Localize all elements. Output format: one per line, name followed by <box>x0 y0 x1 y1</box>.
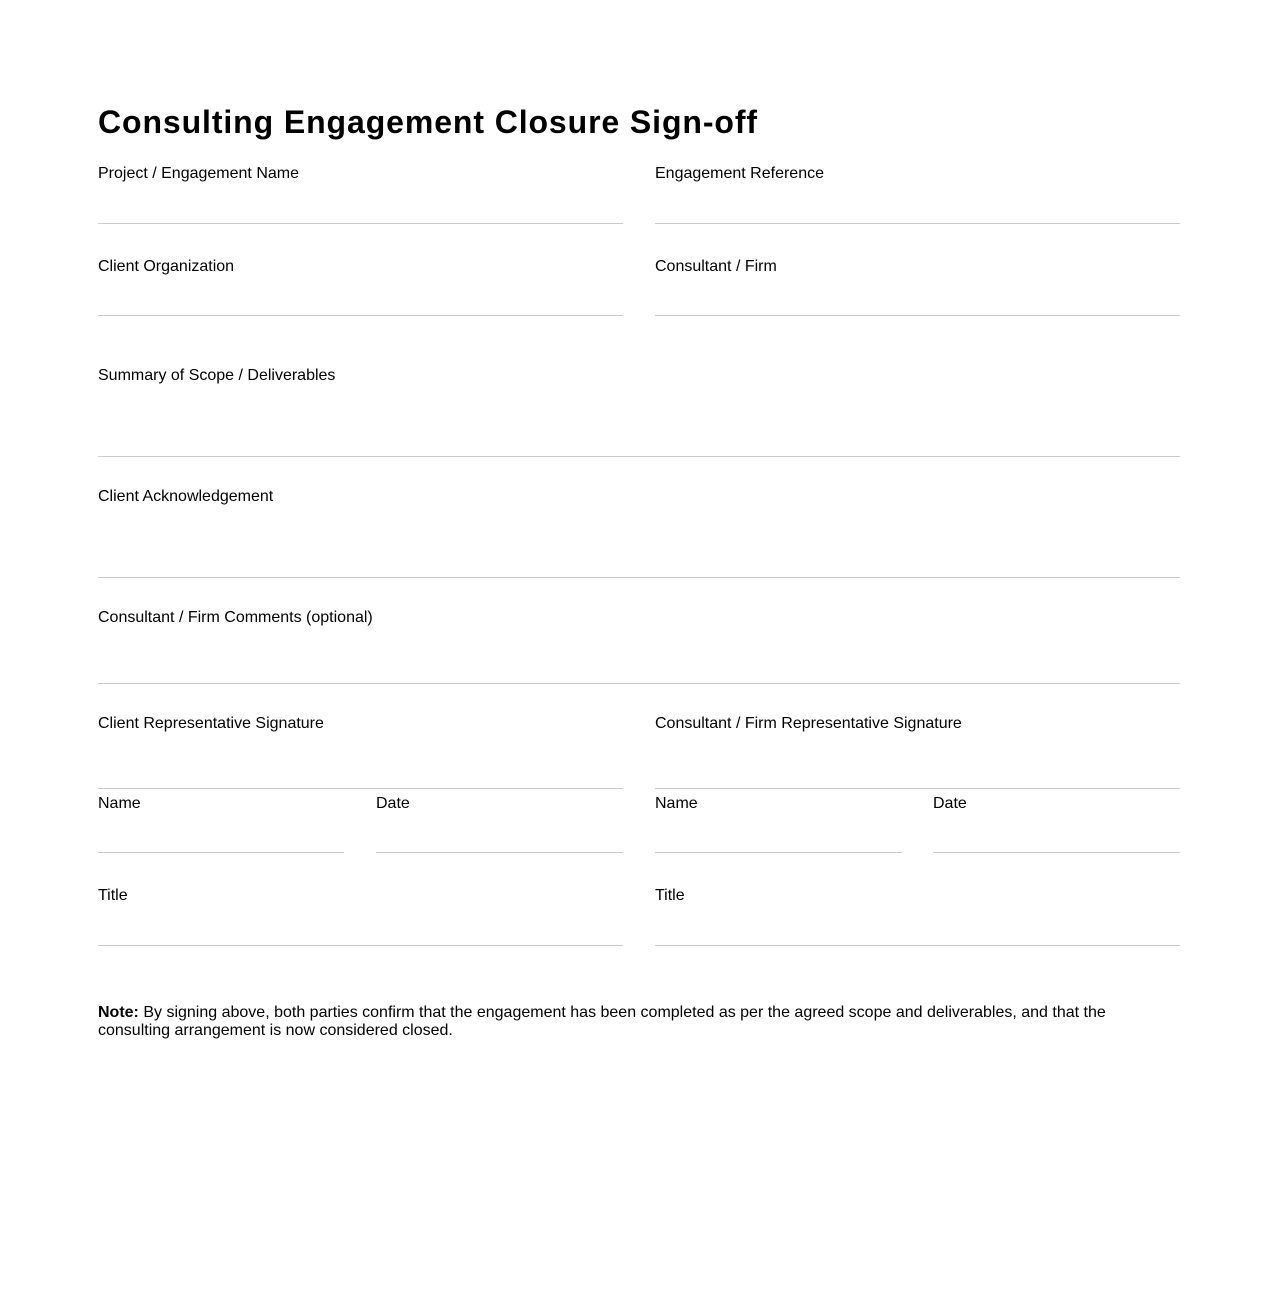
client-name-label: Name <box>98 795 141 812</box>
consultant-firm-label: Consultant / Firm <box>655 258 777 275</box>
client-organization-label: Client Organization <box>98 258 235 275</box>
note-prefix: Note: <box>98 1004 139 1021</box>
consultant-signature-label: Consultant / Firm Representative Signature <box>655 715 962 732</box>
client-acknowledgement-label: Client Acknowledgement <box>98 488 274 505</box>
consultant-comments-label: Consultant / Firm Comments (optional) <box>98 609 373 626</box>
project-name-field[interactable] <box>98 192 623 224</box>
scope-summary-label: Summary of Scope / Deliverables <box>98 367 336 384</box>
scope-summary-field[interactable] <box>98 392 1180 457</box>
client-signature-label: Client Representative Signature <box>98 715 324 732</box>
page-title: Consulting Engagement Closure Sign-off <box>98 104 758 140</box>
consultant-name-field[interactable] <box>655 821 902 853</box>
client-title-field[interactable] <box>98 914 623 946</box>
consultant-date-label: Date <box>933 795 967 812</box>
engagement-reference-field[interactable] <box>655 192 1180 224</box>
engagement-reference-label: Engagement Reference <box>655 165 824 182</box>
consultant-firm-field[interactable] <box>655 284 1180 316</box>
client-name-field[interactable] <box>98 821 344 853</box>
client-date-field[interactable] <box>376 821 623 853</box>
closure-note <box>98 1004 1180 1040</box>
consultant-signature-field[interactable] <box>655 740 1180 789</box>
note-text: By signing above, both parties confirm that the engagement has been completed as per the agreed scope and deliverables, and that the consulting arrangement is now considered closed. <box>98 1004 1106 1039</box>
consultant-comments-field[interactable] <box>98 634 1180 684</box>
client-organization-field[interactable] <box>98 284 623 316</box>
consultant-title-field[interactable] <box>655 914 1180 946</box>
consultant-name-label: Name <box>655 795 698 812</box>
client-signature-field[interactable] <box>98 740 623 789</box>
consultant-date-field[interactable] <box>933 821 1180 853</box>
client-acknowledgement-field[interactable] <box>98 513 1180 578</box>
client-date-label: Date <box>376 795 410 812</box>
project-name-label: Project / Engagement Name <box>98 165 299 182</box>
client-title-label: Title <box>98 887 128 904</box>
consultant-title-label: Title <box>655 887 685 904</box>
